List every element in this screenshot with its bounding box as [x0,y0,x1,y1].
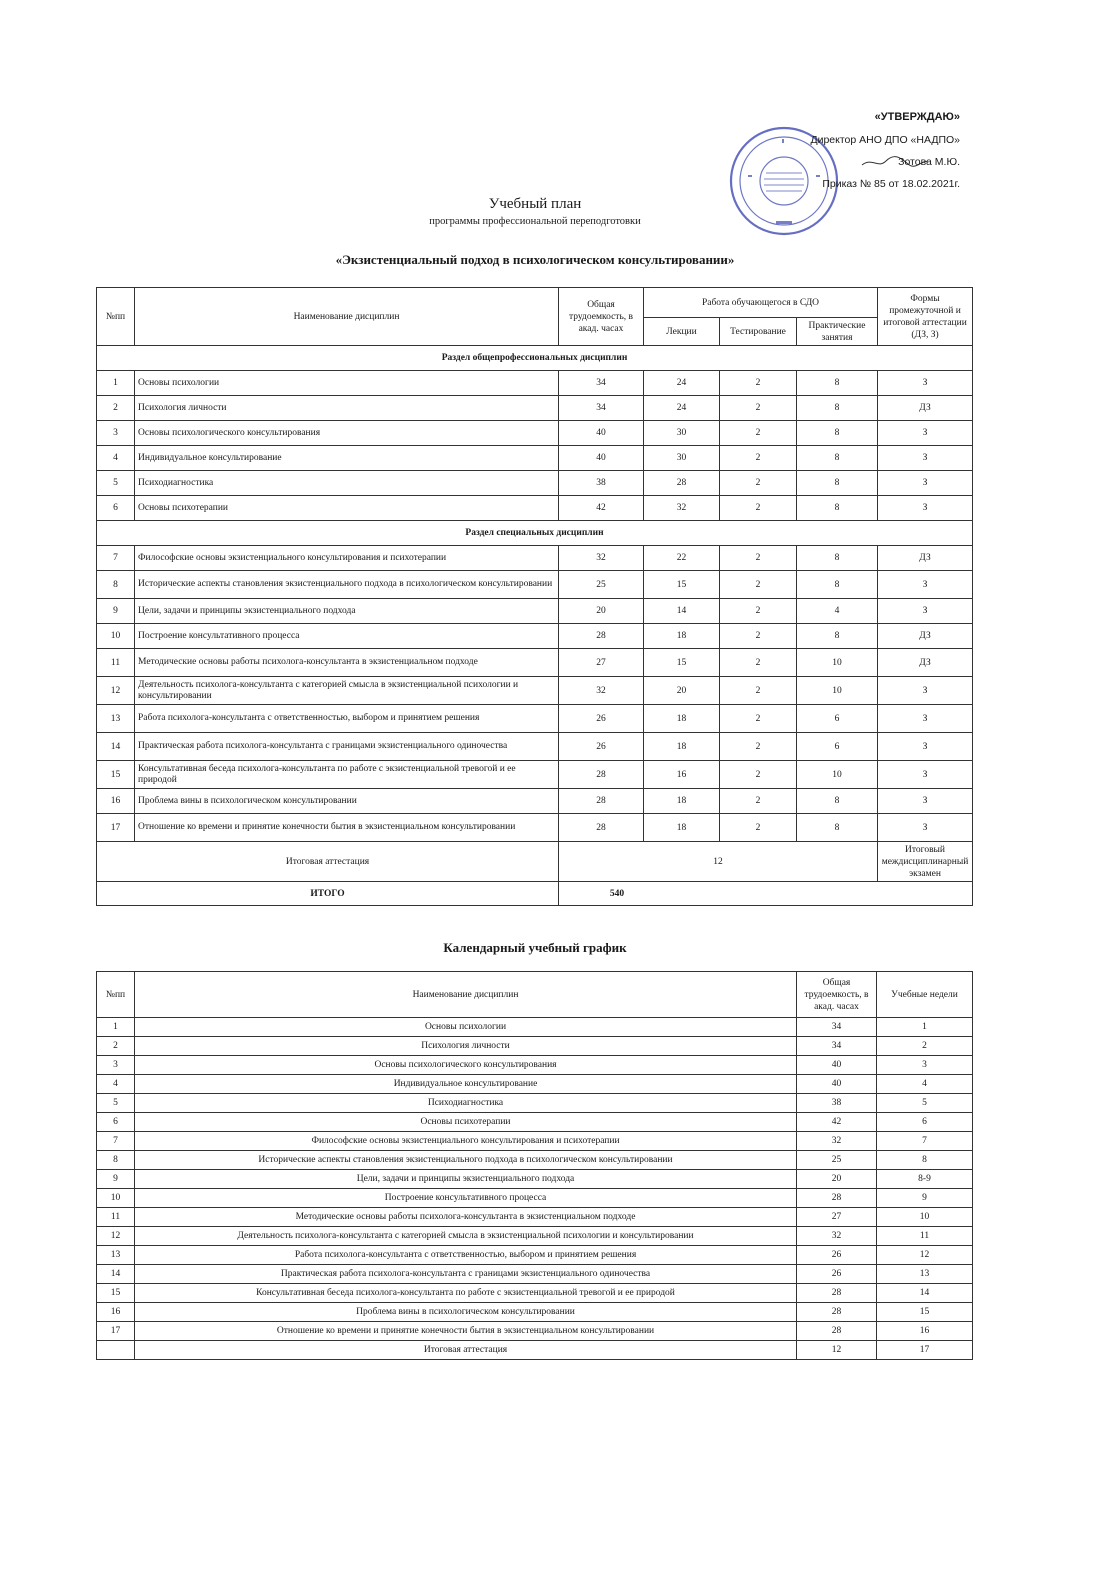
plan-row [97,705,973,733]
row-form: З [878,446,973,471]
calendar-row [97,1189,973,1208]
cal-row-hours: 26 [797,1265,877,1284]
cal-row-num: 6 [97,1113,135,1132]
cal-row-hours: 32 [797,1132,877,1151]
plan-row [97,446,973,471]
row-testing: 2 [720,677,797,705]
row-discipline: Основы психотерапии [135,496,559,521]
row-total-hours: 34 [559,396,644,421]
plan-row [97,371,973,396]
final-attestation-form: Итоговый междисциплинарный экзамен [878,842,973,882]
header-practice: Практические занятия [797,318,878,346]
row-testing: 2 [720,789,797,814]
row-practice: 8 [797,496,878,521]
plan-row [97,814,973,842]
row-testing: 2 [720,496,797,521]
plan-row [97,396,973,421]
calendar-table [96,971,973,1360]
row-total-hours: 28 [559,761,644,789]
cal-row-weeks: 2 [877,1037,973,1056]
row-num: 15 [97,761,135,789]
row-discipline: Основы психологии [135,371,559,396]
row-discipline: Философские основы экзистенциального консультирования и психотерапии [135,546,559,571]
cal-row-discipline: Исторические аспекты становления экзистенциального подхода в психологическом консультировании [135,1151,797,1170]
row-total-hours: 34 [559,371,644,396]
cal-row-weeks: 17 [877,1341,973,1360]
row-practice: 6 [797,733,878,761]
row-total-hours: 25 [559,571,644,599]
row-practice: 8 [797,571,878,599]
calendar-row [97,1018,973,1037]
calendar-row [97,1056,973,1075]
row-discipline: Психология личности [135,396,559,421]
row-form: ДЗ [878,546,973,571]
row-testing: 2 [720,546,797,571]
cal-row-discipline: Цели, задачи и принципы экзистенциального подхода [135,1170,797,1189]
cal-row-hours: 27 [797,1208,877,1227]
header-total: Общая трудоемкость, в акад. часах [559,288,644,346]
cal-row-discipline: Деятельность психолога-консультанта с категорией смысла в экзистенциальной психологии и консультировании [135,1227,797,1246]
row-total-hours: 27 [559,649,644,677]
row-testing: 2 [720,471,797,496]
row-form: З [878,496,973,521]
cal-row-num [97,1341,135,1360]
plan-row [97,624,973,649]
cal-header-name: Наименование дисциплин [135,972,797,1018]
cal-row-weeks: 8 [877,1151,973,1170]
header-lectures: Лекции [644,318,720,346]
row-form: З [878,471,973,496]
cal-row-hours: 28 [797,1189,877,1208]
plan-row [97,571,973,599]
row-practice: 8 [797,814,878,842]
row-discipline: Работа психолога-консультанта с ответственностью, выбором и принятием решения [135,705,559,733]
row-num: 6 [97,496,135,521]
cal-row-weeks: 9 [877,1189,973,1208]
cal-row-discipline: Философские основы экзистенциального консультирования и психотерапии [135,1132,797,1151]
row-practice: 6 [797,705,878,733]
cal-row-weeks: 5 [877,1094,973,1113]
row-lectures: 18 [644,624,720,649]
row-testing: 2 [720,599,797,624]
header-name: Наименование дисциплин [135,288,559,346]
row-total-hours: 26 [559,733,644,761]
cal-row-weeks: 11 [877,1227,973,1246]
row-num: 7 [97,546,135,571]
cal-row-discipline: Психодиагностика [135,1094,797,1113]
doc-title: Учебный план [488,196,582,212]
row-form: З [878,789,973,814]
row-discipline: Построение консультативного процесса [135,624,559,649]
plan-row [97,677,973,705]
header-work: Работа обучающегося в СДО [644,288,878,318]
cal-row-num: 13 [97,1246,135,1265]
row-total-hours: 20 [559,599,644,624]
row-form: З [878,761,973,789]
plan-row [97,471,973,496]
row-practice: 8 [797,789,878,814]
calendar-row [97,1151,973,1170]
cal-row-num: 12 [97,1227,135,1246]
cal-row-weeks: 3 [877,1056,973,1075]
row-discipline: Исторические аспекты становления экзистенциального подхода в психологическом консультировании [135,571,559,599]
row-form: З [878,571,973,599]
cal-row-discipline: Индивидуальное консультирование [135,1075,797,1094]
cal-row-hours: 25 [797,1151,877,1170]
cal-header-total: Общая трудоемкость, в акад. часах [797,972,877,1018]
cal-row-weeks: 10 [877,1208,973,1227]
plan-row [97,421,973,446]
row-practice: 8 [797,396,878,421]
cal-row-hours: 40 [797,1056,877,1075]
row-lectures: 18 [644,789,720,814]
row-discipline: Отношение ко времени и принятие конечности бытия в экзистенциальном консультировании [135,814,559,842]
row-discipline: Деятельность психолога-консультанта с категорией смысла в экзистенциальной психологии и консультировании [135,677,559,705]
row-form: ДЗ [878,624,973,649]
cal-row-weeks: 16 [877,1322,973,1341]
row-total-hours: 28 [559,624,644,649]
row-testing: 2 [720,733,797,761]
calendar-row [97,1246,973,1265]
row-num: 4 [97,446,135,471]
row-practice: 4 [797,599,878,624]
cal-row-num: 16 [97,1303,135,1322]
row-total-hours: 32 [559,677,644,705]
cal-row-weeks: 15 [877,1303,973,1322]
row-total-hours: 40 [559,421,644,446]
cal-row-num: 11 [97,1208,135,1227]
row-lectures: 22 [644,546,720,571]
row-num: 13 [97,705,135,733]
cal-row-num: 4 [97,1075,135,1094]
cal-header-weeks: Учебные недели [877,972,973,1018]
row-lectures: 18 [644,705,720,733]
cal-row-discipline: Основы психологии [135,1018,797,1037]
calendar-row [97,1037,973,1056]
row-testing: 2 [720,396,797,421]
row-practice: 8 [797,421,878,446]
row-testing: 2 [720,446,797,471]
row-lectures: 15 [644,571,720,599]
row-practice: 10 [797,649,878,677]
approval-name: Зотова М.Ю. [898,156,960,168]
cal-row-num: 2 [97,1037,135,1056]
row-num: 17 [97,814,135,842]
row-practice: 8 [797,446,878,471]
row-num: 12 [97,677,135,705]
row-form: З [878,733,973,761]
row-form: З [878,371,973,396]
row-num: 2 [97,396,135,421]
cal-row-hours: 12 [797,1341,877,1360]
total-label: ИТОГО [97,882,559,906]
cal-row-discipline: Основы психологического консультирования [135,1056,797,1075]
row-practice: 10 [797,677,878,705]
row-lectures: 16 [644,761,720,789]
row-form: З [878,599,973,624]
cal-row-weeks: 14 [877,1284,973,1303]
row-num: 1 [97,371,135,396]
plan-row [97,546,973,571]
cal-row-discipline: Методические основы работы психолога-консультанта в экзистенциальном подходе [135,1208,797,1227]
calendar-row [97,1341,973,1360]
calendar-row [97,1227,973,1246]
cal-row-hours: 32 [797,1227,877,1246]
header-forms: Формы промежуточной и итоговой аттестации (ДЗ, З) [878,288,973,346]
row-form: З [878,814,973,842]
row-form: З [878,705,973,733]
cal-row-num: 5 [97,1094,135,1113]
cal-row-num: 10 [97,1189,135,1208]
total-value: 540 [559,882,973,906]
row-lectures: 24 [644,396,720,421]
row-lectures: 15 [644,649,720,677]
row-num: 8 [97,571,135,599]
calendar-row [97,1284,973,1303]
row-lectures: 14 [644,599,720,624]
row-lectures: 30 [644,421,720,446]
plan-row [97,496,973,521]
cal-row-num: 15 [97,1284,135,1303]
row-discipline: Практическая работа психолога-консультанта с границами экзистенциального одиночества [135,733,559,761]
approval-order: Приказ № 85 от 18.02.2021г. [822,178,960,190]
section-general-title: Раздел общепрофессиональных дисциплин [97,346,973,371]
final-attestation-label: Итоговая аттестация [97,842,559,882]
header-testing: Тестирование [720,318,797,346]
cal-row-discipline: Практическая работа психолога-консультанта с границами экзистенциального одиночества [135,1265,797,1284]
row-testing: 2 [720,761,797,789]
cal-row-discipline: Проблема вины в психологическом консультировании [135,1303,797,1322]
row-discipline: Консультативная беседа психолога-консультанта по работе с экзистенциальной тревогой и ее природой [135,761,559,789]
cal-row-hours: 28 [797,1303,877,1322]
plan-row [97,733,973,761]
row-testing: 2 [720,371,797,396]
cal-row-hours: 38 [797,1094,877,1113]
study-plan-table [96,287,973,906]
row-practice: 8 [797,546,878,571]
cal-row-num: 17 [97,1322,135,1341]
cal-row-num: 9 [97,1170,135,1189]
calendar-row [97,1075,973,1094]
cal-row-weeks: 4 [877,1075,973,1094]
row-form: ДЗ [878,649,973,677]
cal-row-num: 3 [97,1056,135,1075]
calendar-row [97,1208,973,1227]
plan-row [97,761,973,789]
cal-row-num: 1 [97,1018,135,1037]
row-total-hours: 26 [559,705,644,733]
calendar-row [97,1113,973,1132]
final-attestation-hours: 12 [559,842,878,882]
cal-header-num: №пп [97,972,135,1018]
row-lectures: 28 [644,471,720,496]
row-num: 14 [97,733,135,761]
row-practice: 8 [797,624,878,649]
cal-row-discipline: Консультативная беседа психолога-консультанта по работе с экзистенциальной тревогой и ее природой [135,1284,797,1303]
row-testing: 2 [720,705,797,733]
calendar-row [97,1170,973,1189]
cal-row-num: 14 [97,1265,135,1284]
cal-row-num: 8 [97,1151,135,1170]
row-total-hours: 28 [559,789,644,814]
cal-row-weeks: 8-9 [877,1170,973,1189]
row-lectures: 18 [644,814,720,842]
row-num: 10 [97,624,135,649]
cal-row-weeks: 13 [877,1265,973,1284]
cal-row-hours: 28 [797,1322,877,1341]
cal-row-discipline: Работа психолога-консультанта с ответственностью, выбором и принятием решения [135,1246,797,1265]
approval-position: Директор АНО ДПО «НАДПО» [810,134,960,146]
row-discipline: Проблема вины в психологическом консультировании [135,789,559,814]
cal-row-weeks: 7 [877,1132,973,1151]
cal-row-hours: 40 [797,1075,877,1094]
calendar-row [97,1132,973,1151]
cal-row-weeks: 1 [877,1018,973,1037]
row-practice: 8 [797,471,878,496]
calendar-title: Календарный учебный график [443,940,627,955]
row-total-hours: 40 [559,446,644,471]
cal-row-hours: 20 [797,1170,877,1189]
cal-row-num: 7 [97,1132,135,1151]
approval-header: «УТВЕРЖДАЮ» [874,111,960,123]
row-lectures: 18 [644,733,720,761]
row-practice: 10 [797,761,878,789]
cal-row-discipline: Итоговая аттестация [135,1341,797,1360]
cal-row-discipline: Построение консультативного процесса [135,1189,797,1208]
row-lectures: 30 [644,446,720,471]
row-num: 3 [97,421,135,446]
calendar-row [97,1303,973,1322]
row-testing: 2 [720,624,797,649]
cal-row-hours: 42 [797,1113,877,1132]
section-special-title: Раздел специальных дисциплин [97,521,973,546]
calendar-row [97,1094,973,1113]
row-discipline: Цели, задачи и принципы экзистенциального подхода [135,599,559,624]
plan-row [97,789,973,814]
row-form: ДЗ [878,396,973,421]
row-num: 16 [97,789,135,814]
row-discipline: Методические основы работы психолога-консультанта в экзистенциальном подходе [135,649,559,677]
plan-row [97,649,973,677]
header-num: №пп [97,288,135,346]
cal-row-weeks: 12 [877,1246,973,1265]
cal-row-discipline: Психология личности [135,1037,797,1056]
row-total-hours: 28 [559,814,644,842]
row-discipline: Индивидуальное консультирование [135,446,559,471]
cal-row-hours: 28 [797,1284,877,1303]
row-lectures: 32 [644,496,720,521]
row-form: З [878,421,973,446]
row-discipline: Психодиагностика [135,471,559,496]
cal-row-hours: 34 [797,1037,877,1056]
row-testing: 2 [720,421,797,446]
plan-row [97,599,973,624]
row-testing: 2 [720,649,797,677]
row-form: З [878,677,973,705]
cal-row-hours: 26 [797,1246,877,1265]
doc-subtitle: программы профессиональной переподготовки [429,216,641,227]
row-lectures: 24 [644,371,720,396]
program-title: «Экзистенциальный подход в психологическом консультировании» [335,252,735,267]
row-total-hours: 32 [559,546,644,571]
row-num: 9 [97,599,135,624]
cal-row-discipline: Отношение ко времени и принятие конечности бытия в экзистенциальном консультировании [135,1322,797,1341]
cal-row-weeks: 6 [877,1113,973,1132]
cal-row-discipline: Основы психотерапии [135,1113,797,1132]
row-lectures: 20 [644,677,720,705]
row-practice: 8 [797,371,878,396]
row-total-hours: 38 [559,471,644,496]
row-testing: 2 [720,814,797,842]
row-discipline: Основы психологического консультирования [135,421,559,446]
cal-row-hours: 34 [797,1018,877,1037]
row-testing: 2 [720,571,797,599]
row-num: 11 [97,649,135,677]
row-num: 5 [97,471,135,496]
row-total-hours: 42 [559,496,644,521]
calendar-row [97,1265,973,1284]
calendar-row [97,1322,973,1341]
